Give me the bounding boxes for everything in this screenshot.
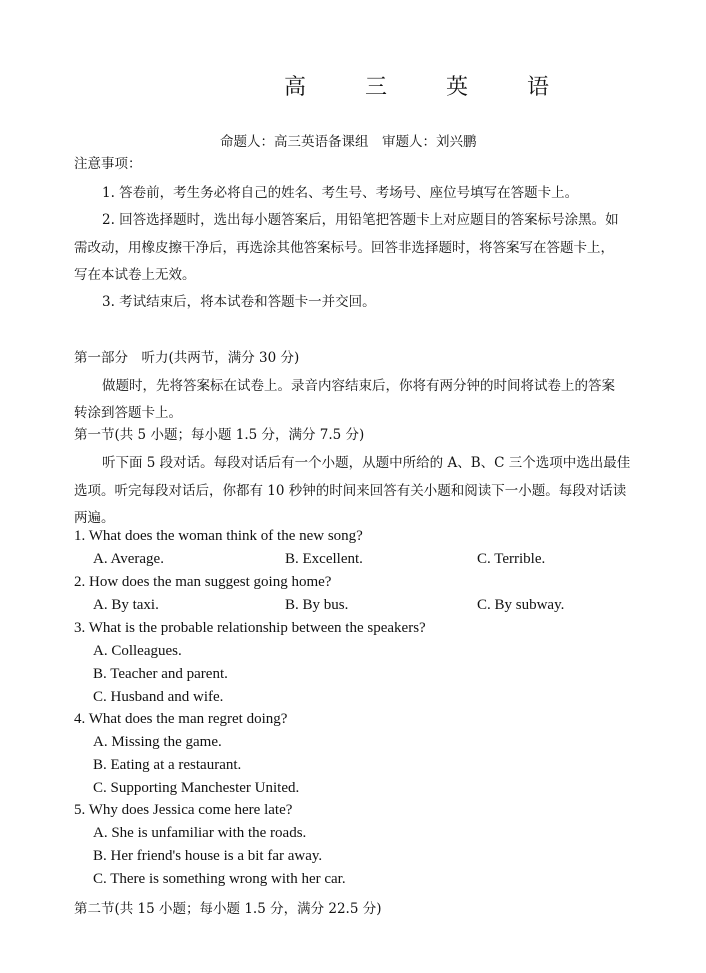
section2-heading: 第二节(共 15 小题；每小题 1.5 分，满分 22.5 分) bbox=[74, 901, 382, 917]
notice-heading: 注意事项： bbox=[74, 156, 142, 172]
question-5-option-b: B. Her friend's house is a bit far away. bbox=[93, 848, 323, 864]
question-3: 3. What is the probable relationship between the speakers? bbox=[74, 620, 426, 636]
section1-intro-line-1: 听下面 5 段对话。每段对话后有一个小题，从题中所给的 A、B、C 三个选项中选出最佳 bbox=[102, 455, 631, 471]
notice-item-1: 1. 答卷前，考生务必将自己的姓名、考生号、考场号、座位号填写在答题卡上。 bbox=[102, 185, 579, 201]
question-1-option-b: B. Excellent. bbox=[285, 551, 363, 567]
question-3-option-b: B. Teacher and parent. bbox=[93, 666, 228, 682]
question-1-option-a: A. Average. bbox=[93, 551, 164, 567]
authors-line: 命题人：高三英语备课组 审题人：刘兴鹏 bbox=[220, 134, 477, 150]
question-5-option-a: A. She is unfamiliar with the roads. bbox=[93, 825, 307, 841]
section1-intro-line-2: 选项。听完每段对话后，你都有 10 秒钟的时间来回答有关小题和阅读下一小题。每段对话读 bbox=[74, 483, 627, 499]
question-1: 1. What does the woman think of the new song? bbox=[74, 528, 363, 544]
notice-item-2-line-1: 2. 回答选择题时，选出每小题答案后，用铅笔把答题卡上对应题目的答案标号涂黑。如 bbox=[102, 212, 619, 228]
question-2: 2. How does the man suggest going home? bbox=[74, 574, 332, 590]
question-5: 5. Why does Jessica come here late? bbox=[74, 802, 293, 818]
question-1-option-c: C. Terrible. bbox=[477, 551, 546, 567]
section1-heading: 第一节(共 5 小题；每小题 1.5 分，满分 7.5 分) bbox=[74, 427, 365, 443]
page-title: 高 三 英 语 bbox=[284, 75, 575, 100]
notice-item-2-line-2: 需改动，用橡皮擦干净后，再选涂其他答案标号。回答非选择题时，将答案写在答题卡上， bbox=[74, 240, 614, 256]
section1-intro-line-3: 两遍。 bbox=[74, 510, 115, 526]
question-2-option-a: A. By taxi. bbox=[93, 597, 159, 613]
question-5-option-c: C. There is something wrong with her car. bbox=[93, 871, 346, 887]
notice-item-3: 3. 考试结束后，将本试卷和答题卡一并交回。 bbox=[102, 294, 376, 310]
notice-item-2-line-3: 写在本试卷上无效。 bbox=[74, 267, 196, 283]
question-4-option-a: A. Missing the game. bbox=[93, 734, 222, 750]
question-4-option-b: B. Eating at a restaurant. bbox=[93, 757, 242, 773]
question-3-option-c: C. Husband and wife. bbox=[93, 689, 224, 705]
part1-intro-line-2: 转涂到答题卡上。 bbox=[74, 405, 182, 421]
part1-heading: 第一部分 听力(共两节，满分 30 分) bbox=[74, 350, 300, 366]
question-2-option-c: C. By subway. bbox=[477, 597, 565, 613]
part1-intro-line-1: 做题时，先将答案标在试卷上。录音内容结束后，你将有两分钟的时间将试卷上的答案 bbox=[102, 378, 615, 394]
question-4-option-c: C. Supporting Manchester United. bbox=[93, 780, 300, 796]
question-3-option-a: A. Colleagues. bbox=[93, 643, 182, 659]
question-4: 4. What does the man regret doing? bbox=[74, 711, 288, 727]
question-2-option-b: B. By bus. bbox=[285, 597, 349, 613]
